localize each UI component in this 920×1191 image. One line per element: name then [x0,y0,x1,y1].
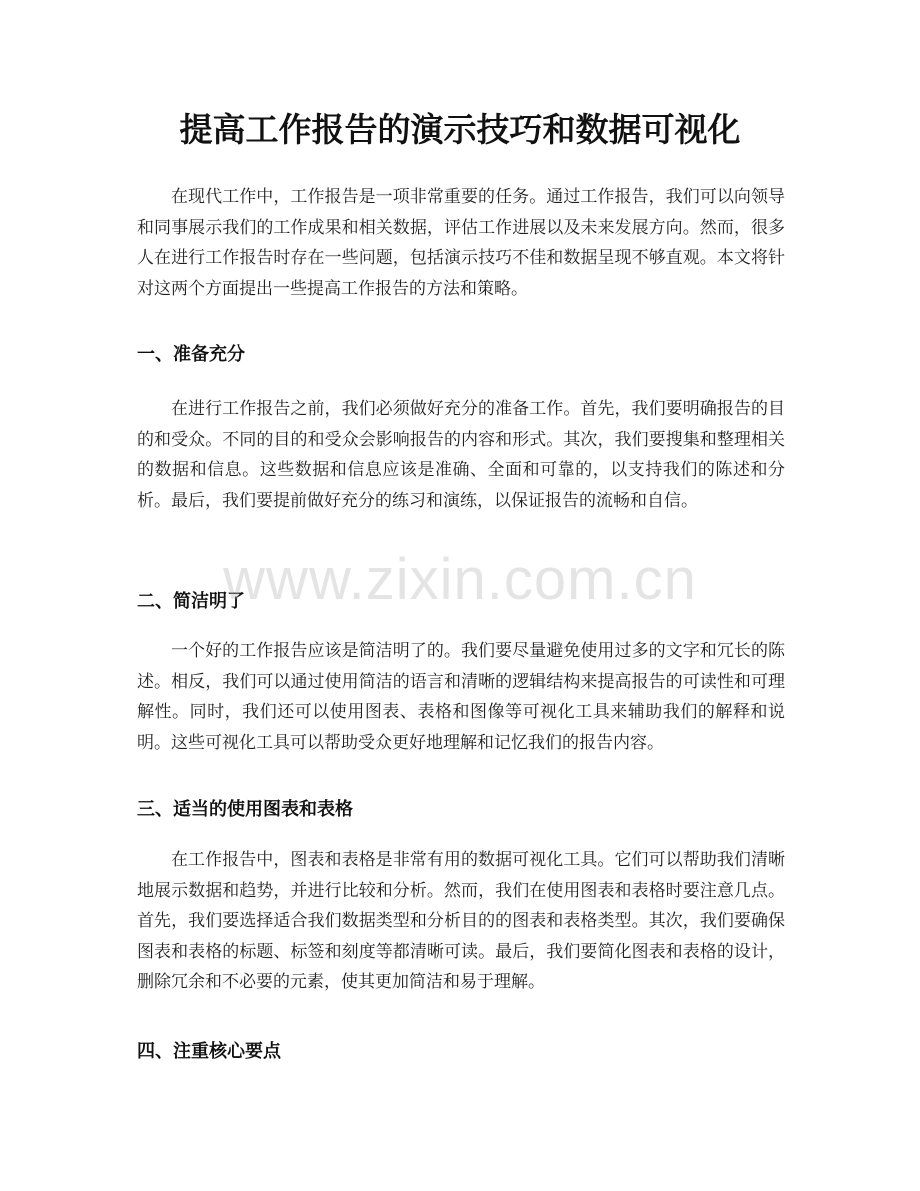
intro-paragraph: 在现代工作中，工作报告是一项非常重要的任务。通过工作报告，我们可以向领导和同事展示我们的工作成果和相关数据，评估工作进展以及未来发展方向。然而，很多人在进行工作报告时存在一些问题，包括演示技巧不佳和数据呈现不够直观。本文将针对这两个方面提出一些提高工作报告的方法和策略。 [137,187,785,299]
section-heading-4: 四、注重核心要点 [137,1041,281,1062]
section-body-1: 在进行工作报告之前，我们必须做好充分的准备工作。首先，我们要明确报告的目的和受众。不同的目的和受众会影响报告的内容和形式。其次，我们要搜集和整理相关的数据和信息。这些数据和信息应该是准确、全面和可靠的，以支持我们的陈述和分析。最后，我们要提前做好充分的练习和演练，以保证报告的流畅和自信。 [137,399,785,511]
document-title: 提高工作报告的演示技巧和数据可视化 [179,110,741,149]
watermark: www.zixin.com.cn [223,547,697,612]
section-heading-3: 三、适当的使用图表和表格 [137,799,353,820]
section-body-2: 一个好的工作报告应该是简洁明了的。我们要尽量避免使用过多的文字和冗长的陈述。相反，我们可以通过使用简洁的语言和清晰的逻辑结构来提高报告的可读性和可理解性。同时，我们还可以使用图表、表格和图像等可视化工具来辅助我们的解释和说明。这些可视化工具可以帮助受众更好地理解和记忆我们的报告内容。 [137,641,785,753]
section-heading-2: 二、简洁明了 [137,591,245,612]
section-body-3: 在工作报告中，图表和表格是非常有用的数据可视化工具。它们可以帮助我们清晰地展示数据和趋势，并进行比较和分析。然而，我们在使用图表和表格时要注意几点。首先，我们要选择适合我们数据类型和分析目的的图表和表格类型。其次，我们要确保图表和表格的标题、标签和刻度等都清晰可读。最后，我们要简化图表和表格的设计，删除冗余和不必要的元素，使其更加简洁和易于理解。 [137,850,785,993]
section-heading-1: 一、准备充分 [137,344,245,365]
